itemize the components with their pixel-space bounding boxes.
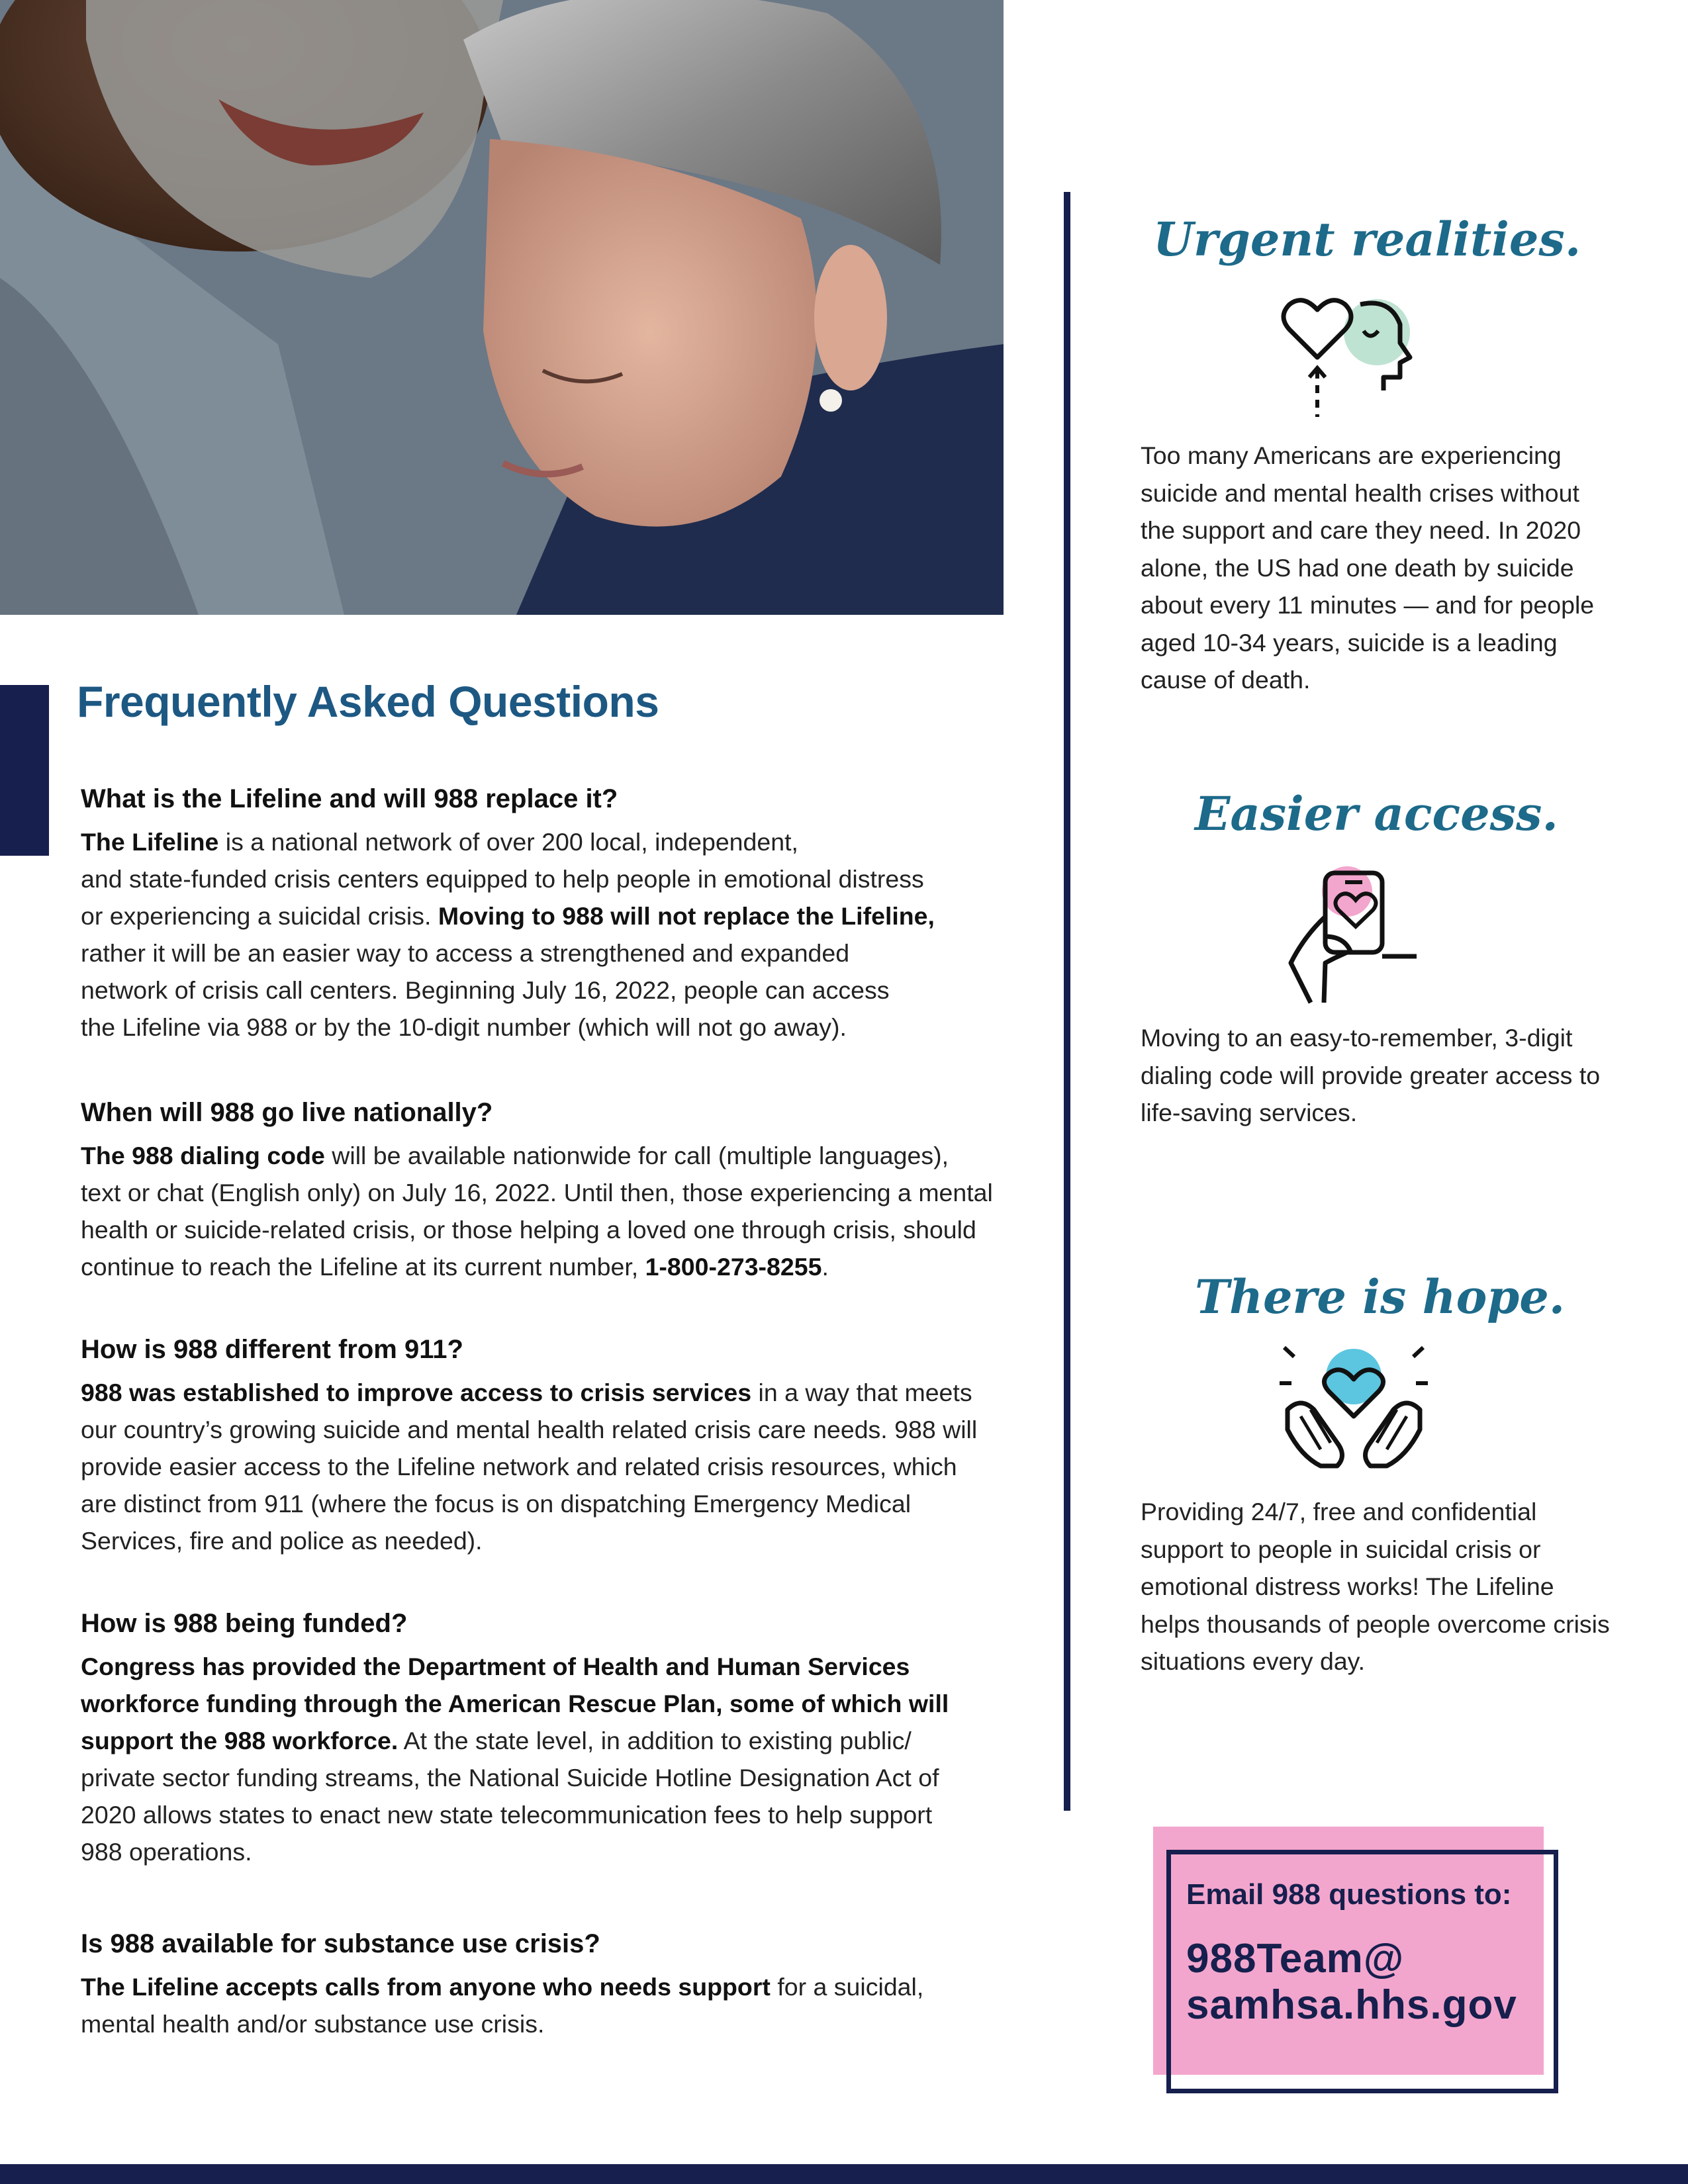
section-text-there-is-hope: Providing 24/7, free and confidential support to people in suicidal crisis or emotional distress works! The Lifeline helps thousands of people overcome crisis situations every day.: [1141, 1498, 1610, 1675]
heart-head-icon: [1278, 291, 1423, 424]
section-title-urgent-realities: Urgent realities.: [1153, 212, 1581, 267]
bold-text: 1-800-273-8255: [645, 1253, 822, 1281]
faq-question: Is 988 available for substance use crisis?: [81, 1929, 600, 1958]
faq-heading: Frequently Asked Questions: [77, 677, 659, 726]
bold-text: The Lifeline: [81, 828, 219, 856]
hands-heart-icon: [1274, 1343, 1433, 1469]
column-divider: [1064, 192, 1070, 1811]
email-address-link[interactable]: 988Team@ samhsa.hhs.gov: [1186, 1936, 1517, 2028]
faq-question: How is 988 being funded?: [81, 1609, 408, 1638]
faq-question: When will 988 go live nationally?: [81, 1098, 493, 1127]
bold-text: Moving to 988 will not replace the Lifeline,: [438, 902, 935, 930]
section-title-easier-access: Easier access.: [1195, 786, 1558, 841]
bold-text: 988 was established to improve access to crisis services: [81, 1379, 752, 1406]
bold-text: Congress has provided the Department of Health and Human Services: [81, 1653, 910, 1680]
faq-question: What is the Lifeline and will 988 replace it?: [81, 784, 618, 813]
faq-item: [81, 1609, 1014, 1870]
faq-answer: 988 was established to improve access to crisis services in a way that meets our country’s growing suicide and mental health related crisis care needs. 988 will provide easier access to the Lifeline network and related crisis resources, which are distinct from 911 (where the focus is on dispatching Emergency Medical Services, fire and police as needed).: [81, 1379, 978, 1555]
faq-accent-bar: [0, 685, 49, 856]
header-photo: [0, 0, 1004, 615]
faq-answer: The 988 dialing code will be available nationwide for call (multiple languages), text or chat (English only) on July 16, 2022. Until then, those experiencing a mental health or suicide-related crisis, or those helping a loved one through crisis, should continue to reach the Lifeline at its current number, 1-800-273-8255.: [81, 1142, 993, 1281]
faq-answer: Congress has provided the Department of Health and Human Services workforce funding through the American Rescue Plan, some of which will support the 988 workforce. At the state level, in addition to existing public/ private sector funding streams, the National Suicide Hotline Designation Act of 2020 allows states to enact new state telecommunication fees to help support 988 operations.: [81, 1653, 949, 1866]
faq-answer: The Lifeline is a national network of over 200 local, independent, and state-funded crisis centers equipped to help people in emotional distress or experiencing a suicidal crisis. Moving to 988 will not replace the Lifeline, rather it will be an easier way to access a strengthened and expanded network of crisis call centers. Beginning July 16, 2022, people can access the Lifeline via 988 or by the 10-digit number (which will not go away).: [81, 828, 935, 1041]
faq-question: How is 988 different from 911?: [81, 1335, 463, 1364]
faq-item: [81, 1929, 1014, 2042]
section-title-there-is-hope: There is hope.: [1195, 1269, 1566, 1324]
faq-answer: The Lifeline accepts calls from anyone who needs support for a suicidal, mental health and/or substance use crisis.: [81, 1973, 924, 2038]
email-label: Email 988 questions to:: [1186, 1878, 1512, 1911]
bold-text: workforce funding through the American Rescue Plan, some of which will: [81, 1690, 949, 1717]
couple-photo-illustration: [0, 0, 1004, 615]
phone-heart-icon: [1284, 864, 1423, 1009]
bold-text: support the 988 workforce.: [81, 1727, 399, 1754]
section-text-easier-access: Moving to an easy-to-remember, 3-digit dialing code will provide greater access to life-saving services.: [1141, 1024, 1601, 1126]
footer-bar: [0, 2164, 1688, 2184]
bold-text: The Lifeline accepts calls from anyone who needs support: [81, 1973, 771, 2001]
faq-item: [81, 784, 1014, 1046]
faq-item: [81, 1335, 1014, 1559]
bold-text: The 988 dialing code: [81, 1142, 325, 1169]
section-text-urgent-realities: Too many Americans are experiencing suicide and mental health crises without the support and care they need. In 2020 alone, the US had one death by suicide about every 11 minutes — and for people aged 10-34 years, suicide is a leading cause of death.: [1141, 441, 1595, 694]
faq-item: [81, 1098, 1014, 1285]
